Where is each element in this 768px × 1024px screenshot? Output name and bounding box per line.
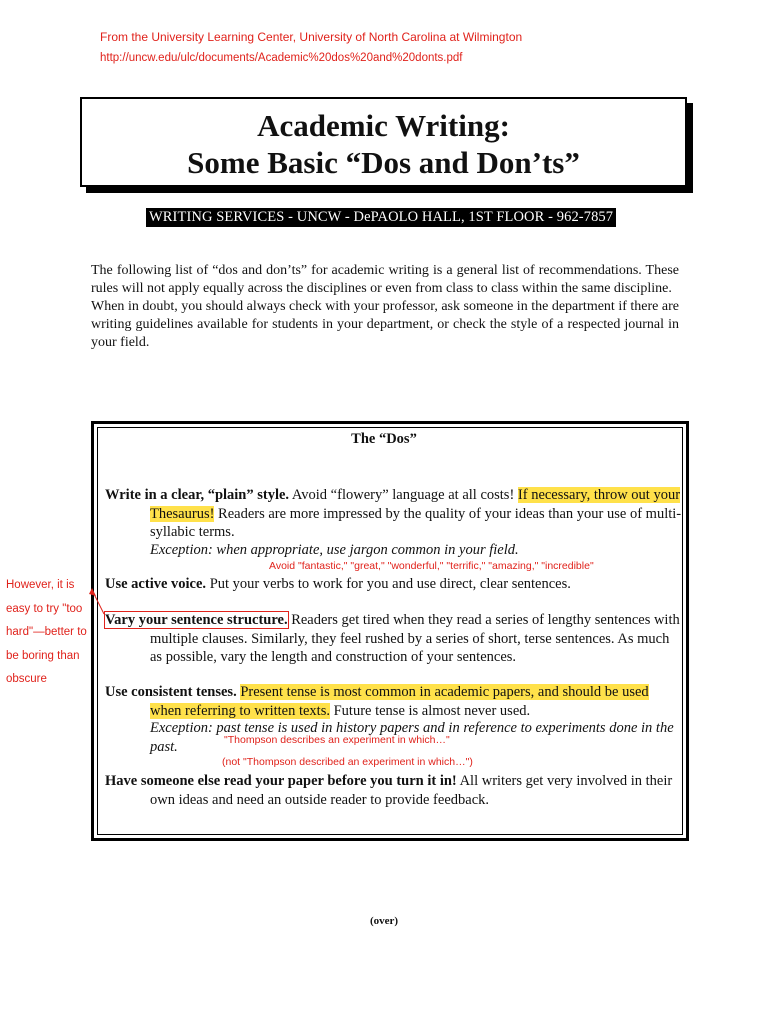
annotation-thompson-past: (not "Thompson described an experiment in which…") — [222, 756, 473, 768]
source-attribution: From the University Learning Center, University of North Carolina at Wilmington — [100, 30, 523, 44]
intro-section — [91, 262, 679, 352]
intro-paragraph-2: When in doubt, you should always check with your professor, ask someone in the department if there are writing guidelines available for students in your department, or check the style of a respected journal in your field. — [91, 299, 679, 350]
dos-title: The “Dos” — [351, 431, 417, 447]
item-exception: Exception: when appropriate, use jargon common in your field. — [150, 542, 519, 558]
item-heading: Use active voice. — [105, 576, 207, 592]
dos-item-plain-style — [105, 486, 683, 542]
annotation-avoid-words: Avoid "fantastic," "great," "wonderful," "terrific," "amazing," "incredible" — [269, 560, 594, 572]
item-text: Future tense is almost never used. — [329, 702, 531, 719]
intro-paragraph-1: The following list of “dos and don’ts” for academic writing is a general list of recommendations. These rules will not apply equally across the disciplines or even from class to class within the same discipline. — [91, 263, 679, 296]
item-text: Avoid “flowery” language at all costs! — [289, 487, 518, 503]
item-heading: Have someone else read your paper before you turn it in! — [105, 773, 457, 789]
dos-item-active-voice — [105, 575, 683, 594]
annotation-thompson-present: "Thompson describes an experiment in which…" — [224, 734, 450, 746]
title-line-2: Some Basic “Dos and Don’ts” — [187, 145, 580, 180]
dos-item-consistent-tenses — [105, 683, 683, 720]
item-heading: Write in a clear, “plain” style. — [105, 487, 290, 503]
dos-item-sentence-structure — [105, 611, 683, 667]
item-heading-boxed: Vary your sentence structure. — [105, 612, 288, 628]
item-heading: Use consistent tenses. — [105, 684, 237, 700]
item-text: Put your verbs to work for you and use direct, clear sentences. — [206, 576, 571, 592]
item-exception: Exception: past tense is used in history papers and in reference to experiments done in the past. — [150, 720, 674, 755]
margin-note: However, it is easy to try "too hard"—better to be boring than obscure — [6, 579, 87, 685]
highlighted-text: Present tense is most common in academic papers, and should be used when referring to written texts. — [150, 684, 649, 719]
page-footer: (over) — [369, 915, 399, 927]
item-text: Readers are more impressed by the quality of your ideas than your use of multi-syllabic terms. — [150, 505, 682, 540]
item-text: Readers get tired when they read a series of lengthy sentences with multiple clauses. Similarly, they feel rushed by a series of short, terse sentences. As much as possible, vary the length and construction of your sentences. — [150, 612, 680, 665]
highlighted-text: If necessary, throw out your Thesaurus! — [150, 487, 681, 522]
contact-banner: WRITING SERVICES - UNCW - DePAOLO HALL, 1ST FLOOR - 962-7857 — [146, 208, 616, 227]
dos-item-outside-reader — [105, 772, 683, 809]
title-line-1: Academic Writing: — [257, 108, 510, 143]
item-text: All writers get very involved in their own ideas and need an outside reader to provide feedback. — [150, 773, 673, 808]
title-box — [80, 97, 687, 187]
source-url: http://uncw.edu/ulc/documents/Academic%20dos%20and%20donts.pdf — [100, 52, 463, 64]
